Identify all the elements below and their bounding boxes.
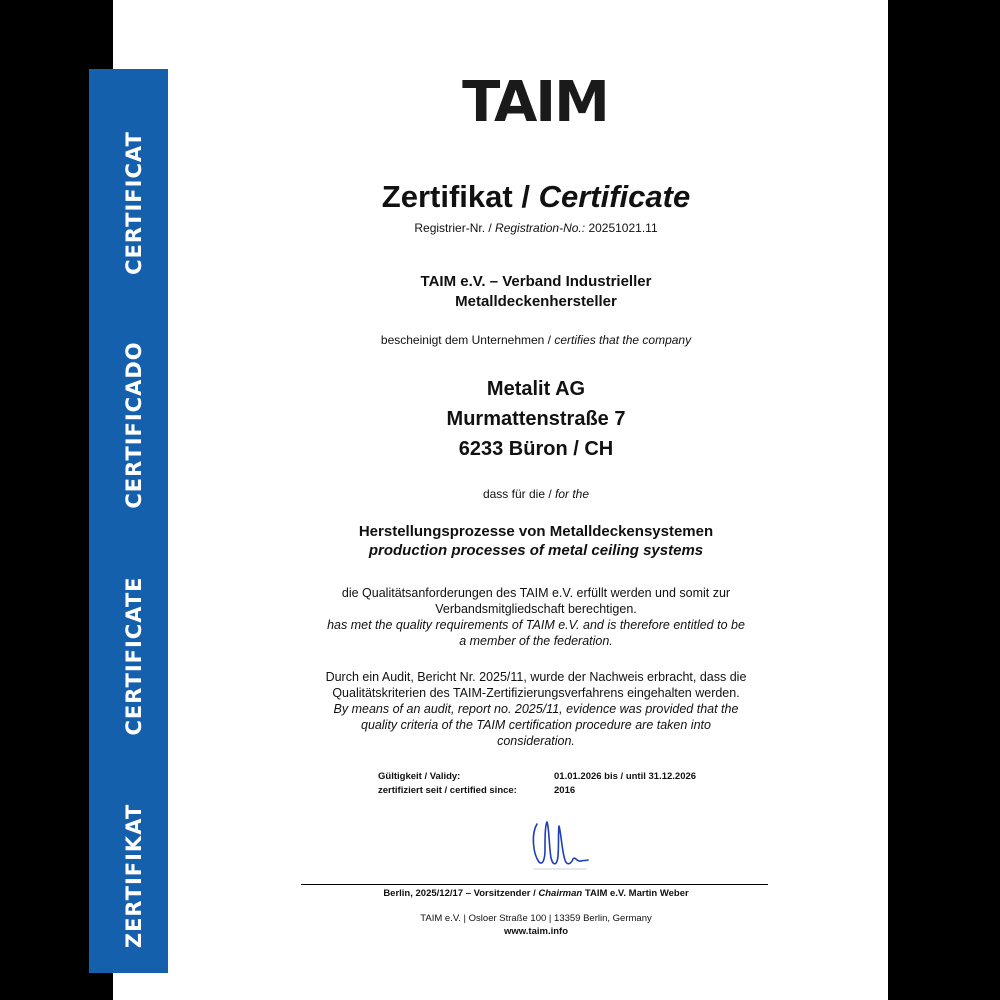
band-label-zertifikat: ZERTIFIKAT xyxy=(122,803,146,949)
issuer xyxy=(296,272,776,312)
scope-block xyxy=(296,522,776,560)
certified-since-row xyxy=(378,784,778,798)
audit-en-line-1: By means of an audit, report no. 2025/11, evidence was provided that the xyxy=(333,702,739,716)
company-name: Metalit AG xyxy=(486,378,586,400)
company-block xyxy=(296,374,776,464)
signature-caption xyxy=(296,887,776,900)
audit-de-line-2: Qualitätskriterien des TAIM-Zertifizierungsverfahrens eingehalten werden. xyxy=(332,686,740,700)
taim-logo: TAIM xyxy=(462,70,608,135)
audit-en-line-2: quality criteria of the TAIM certification procedure are taken into xyxy=(361,718,711,732)
audit-en-line-3: consideration. xyxy=(497,734,575,748)
scope-en: production processes of metal ceiling systems xyxy=(368,542,704,559)
requirements-en-line-1: has met the quality requirements of TAIM e.V. and is therefore entitled to be xyxy=(327,618,745,632)
certified-since-value: 2016 xyxy=(554,785,576,796)
band-label-certificado: CERTIFICADO xyxy=(122,341,146,509)
validity-value: 01.01.2026 bis / until 31.12.2026 xyxy=(554,771,697,782)
validity-table xyxy=(378,770,778,798)
certifies-line xyxy=(296,332,776,348)
registration-number: 20251021.11 xyxy=(588,221,658,235)
band-label-certificate: CERTIFICATE xyxy=(122,576,146,736)
signature-rule xyxy=(301,884,768,885)
for-the-en: for the xyxy=(555,487,590,501)
requirements-de-line-2: Verbandsmitgliedschaft berechtigen. xyxy=(435,602,637,616)
footer-website: www.taim.info xyxy=(503,926,569,937)
title-en: Certificate xyxy=(538,179,691,214)
issuer-line-2: Metalldeckenhersteller xyxy=(455,293,617,310)
audit-de-line-1: Durch ein Audit, Bericht Nr. 2025/11, wurde der Nachweis erbracht, dass die xyxy=(325,670,747,684)
audit-paragraph xyxy=(296,669,776,749)
signature-role-en: Chairman xyxy=(538,888,583,899)
signature-prefix: Berlin, 2025/12/17 – Vorsitzender / xyxy=(383,888,536,899)
for-the-line xyxy=(296,486,776,502)
company-street: Murmattenstraße 7 xyxy=(446,408,626,430)
title-de: Zertifikat / xyxy=(381,179,530,214)
scope-de: Herstellungsprozesse von Metalldeckensystemen xyxy=(358,523,714,540)
certificate-title xyxy=(296,177,776,217)
requirements-paragraph xyxy=(296,585,776,649)
footer xyxy=(296,912,776,938)
certifies-de: bescheinigt dem Unternehmen / xyxy=(380,333,552,347)
validity-label: Gültigkeit / Validy: xyxy=(378,771,461,782)
registration-label-de: Registrier-Nr. / xyxy=(414,221,492,235)
certifies-en: certifies that the company xyxy=(554,333,692,347)
registration-line xyxy=(296,220,776,236)
requirements-de-line-1: die Qualitätsanforderungen des TAIM e.V. erfüllt werden und somit zur xyxy=(341,586,731,600)
company-city: 6233 Büron / CH xyxy=(458,438,614,460)
signature-suffix: TAIM e.V. Martin Weber xyxy=(584,888,689,899)
for-the-de: dass für die / xyxy=(482,487,552,501)
requirements-en-line-2: a member of the federation. xyxy=(459,634,613,648)
certified-since-label: zertifiziert seit / certified since: xyxy=(378,785,517,796)
signature-image xyxy=(525,812,595,874)
validity-row xyxy=(378,770,778,784)
footer-address: TAIM e.V. | Osloer Straße 100 | 13359 Berlin, Germany xyxy=(420,913,652,924)
issuer-line-1: TAIM e.V. – Verband Industrieller xyxy=(420,273,652,290)
registration-label-en: Registration-No.: xyxy=(495,221,586,235)
band-label-certificat: CERTIFICAT xyxy=(122,131,146,275)
